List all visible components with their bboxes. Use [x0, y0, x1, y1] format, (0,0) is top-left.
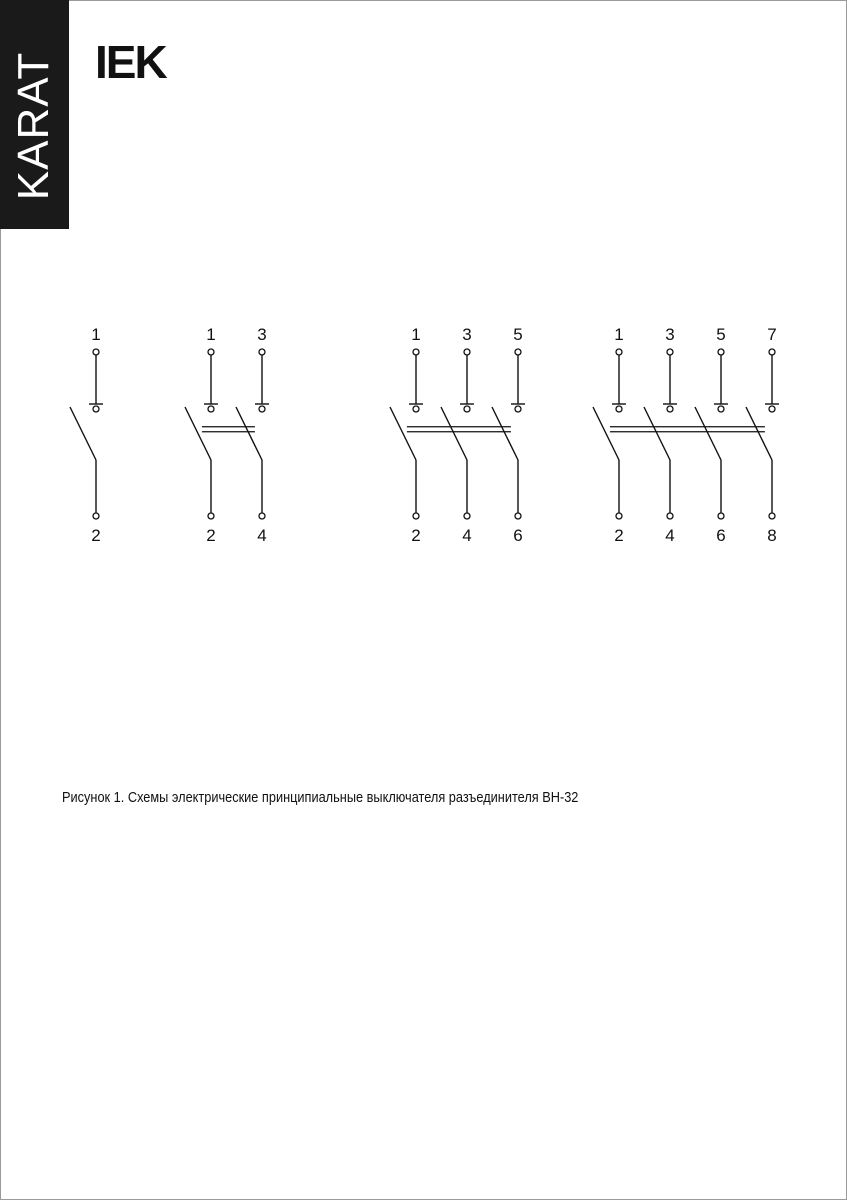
terminal-top — [464, 349, 470, 355]
terminal-bottom — [208, 513, 214, 519]
fixed-contact — [464, 406, 470, 412]
terminal-label-top: 1 — [206, 325, 216, 344]
fixed-contact — [208, 406, 214, 412]
fixed-contact — [93, 406, 99, 412]
terminal-label-top: 1 — [411, 325, 421, 344]
switch-blade — [390, 407, 416, 460]
switch-blade — [70, 407, 96, 460]
side-tab-text: KARAT — [9, 51, 58, 201]
terminal-top — [413, 349, 419, 355]
terminal-label-top: 5 — [513, 325, 523, 344]
switch-blade — [644, 407, 670, 460]
terminal-label-bottom: 6 — [716, 526, 726, 545]
terminal-bottom — [515, 513, 521, 519]
terminal-label-top: 3 — [665, 325, 675, 344]
switch-blade — [593, 407, 619, 460]
terminal-bottom — [259, 513, 265, 519]
switch-blade — [492, 407, 518, 460]
switch-blade — [236, 407, 262, 460]
figure-caption: Рисунок 1. Схемы электрические принципиальные выключателя разъединителя ВН-32 — [62, 790, 579, 806]
terminal-label-top: 7 — [767, 325, 777, 344]
terminal-bottom — [413, 513, 419, 519]
terminal-top — [259, 349, 265, 355]
terminal-label-top: 3 — [462, 325, 472, 344]
terminal-label-bottom: 2 — [206, 526, 216, 545]
switch-blade — [441, 407, 467, 460]
terminal-label-bottom: 6 — [513, 526, 523, 545]
terminal-label-bottom: 8 — [767, 526, 777, 545]
terminal-top — [93, 349, 99, 355]
fixed-contact — [616, 406, 622, 412]
terminal-top — [208, 349, 214, 355]
terminal-label-top: 5 — [716, 325, 726, 344]
fixed-contact — [769, 406, 775, 412]
terminal-top — [769, 349, 775, 355]
terminal-bottom — [718, 513, 724, 519]
terminal-label-top: 3 — [257, 325, 267, 344]
fixed-contact — [718, 406, 724, 412]
terminal-bottom — [769, 513, 775, 519]
terminal-top — [515, 349, 521, 355]
logo-text: IEK — [95, 40, 166, 88]
terminal-label-bottom: 4 — [257, 526, 267, 545]
terminal-label-bottom: 2 — [91, 526, 101, 545]
fixed-contact — [667, 406, 673, 412]
terminal-bottom — [616, 513, 622, 519]
terminal-label-bottom: 2 — [614, 526, 624, 545]
terminal-label-bottom: 4 — [462, 526, 472, 545]
terminal-bottom — [667, 513, 673, 519]
fixed-contact — [259, 406, 265, 412]
terminal-label-bottom: 4 — [665, 526, 675, 545]
terminal-top — [667, 349, 673, 355]
terminal-label-top: 1 — [614, 325, 624, 344]
terminal-bottom — [93, 513, 99, 519]
terminal-bottom — [464, 513, 470, 519]
terminal-label-bottom: 2 — [411, 526, 421, 545]
terminal-top — [718, 349, 724, 355]
switch-blade — [746, 407, 772, 460]
fixed-contact — [413, 406, 419, 412]
terminal-top — [616, 349, 622, 355]
terminal-label-top: 1 — [91, 325, 101, 344]
switch-blade — [695, 407, 721, 460]
fixed-contact — [515, 406, 521, 412]
switch-blade — [185, 407, 211, 460]
